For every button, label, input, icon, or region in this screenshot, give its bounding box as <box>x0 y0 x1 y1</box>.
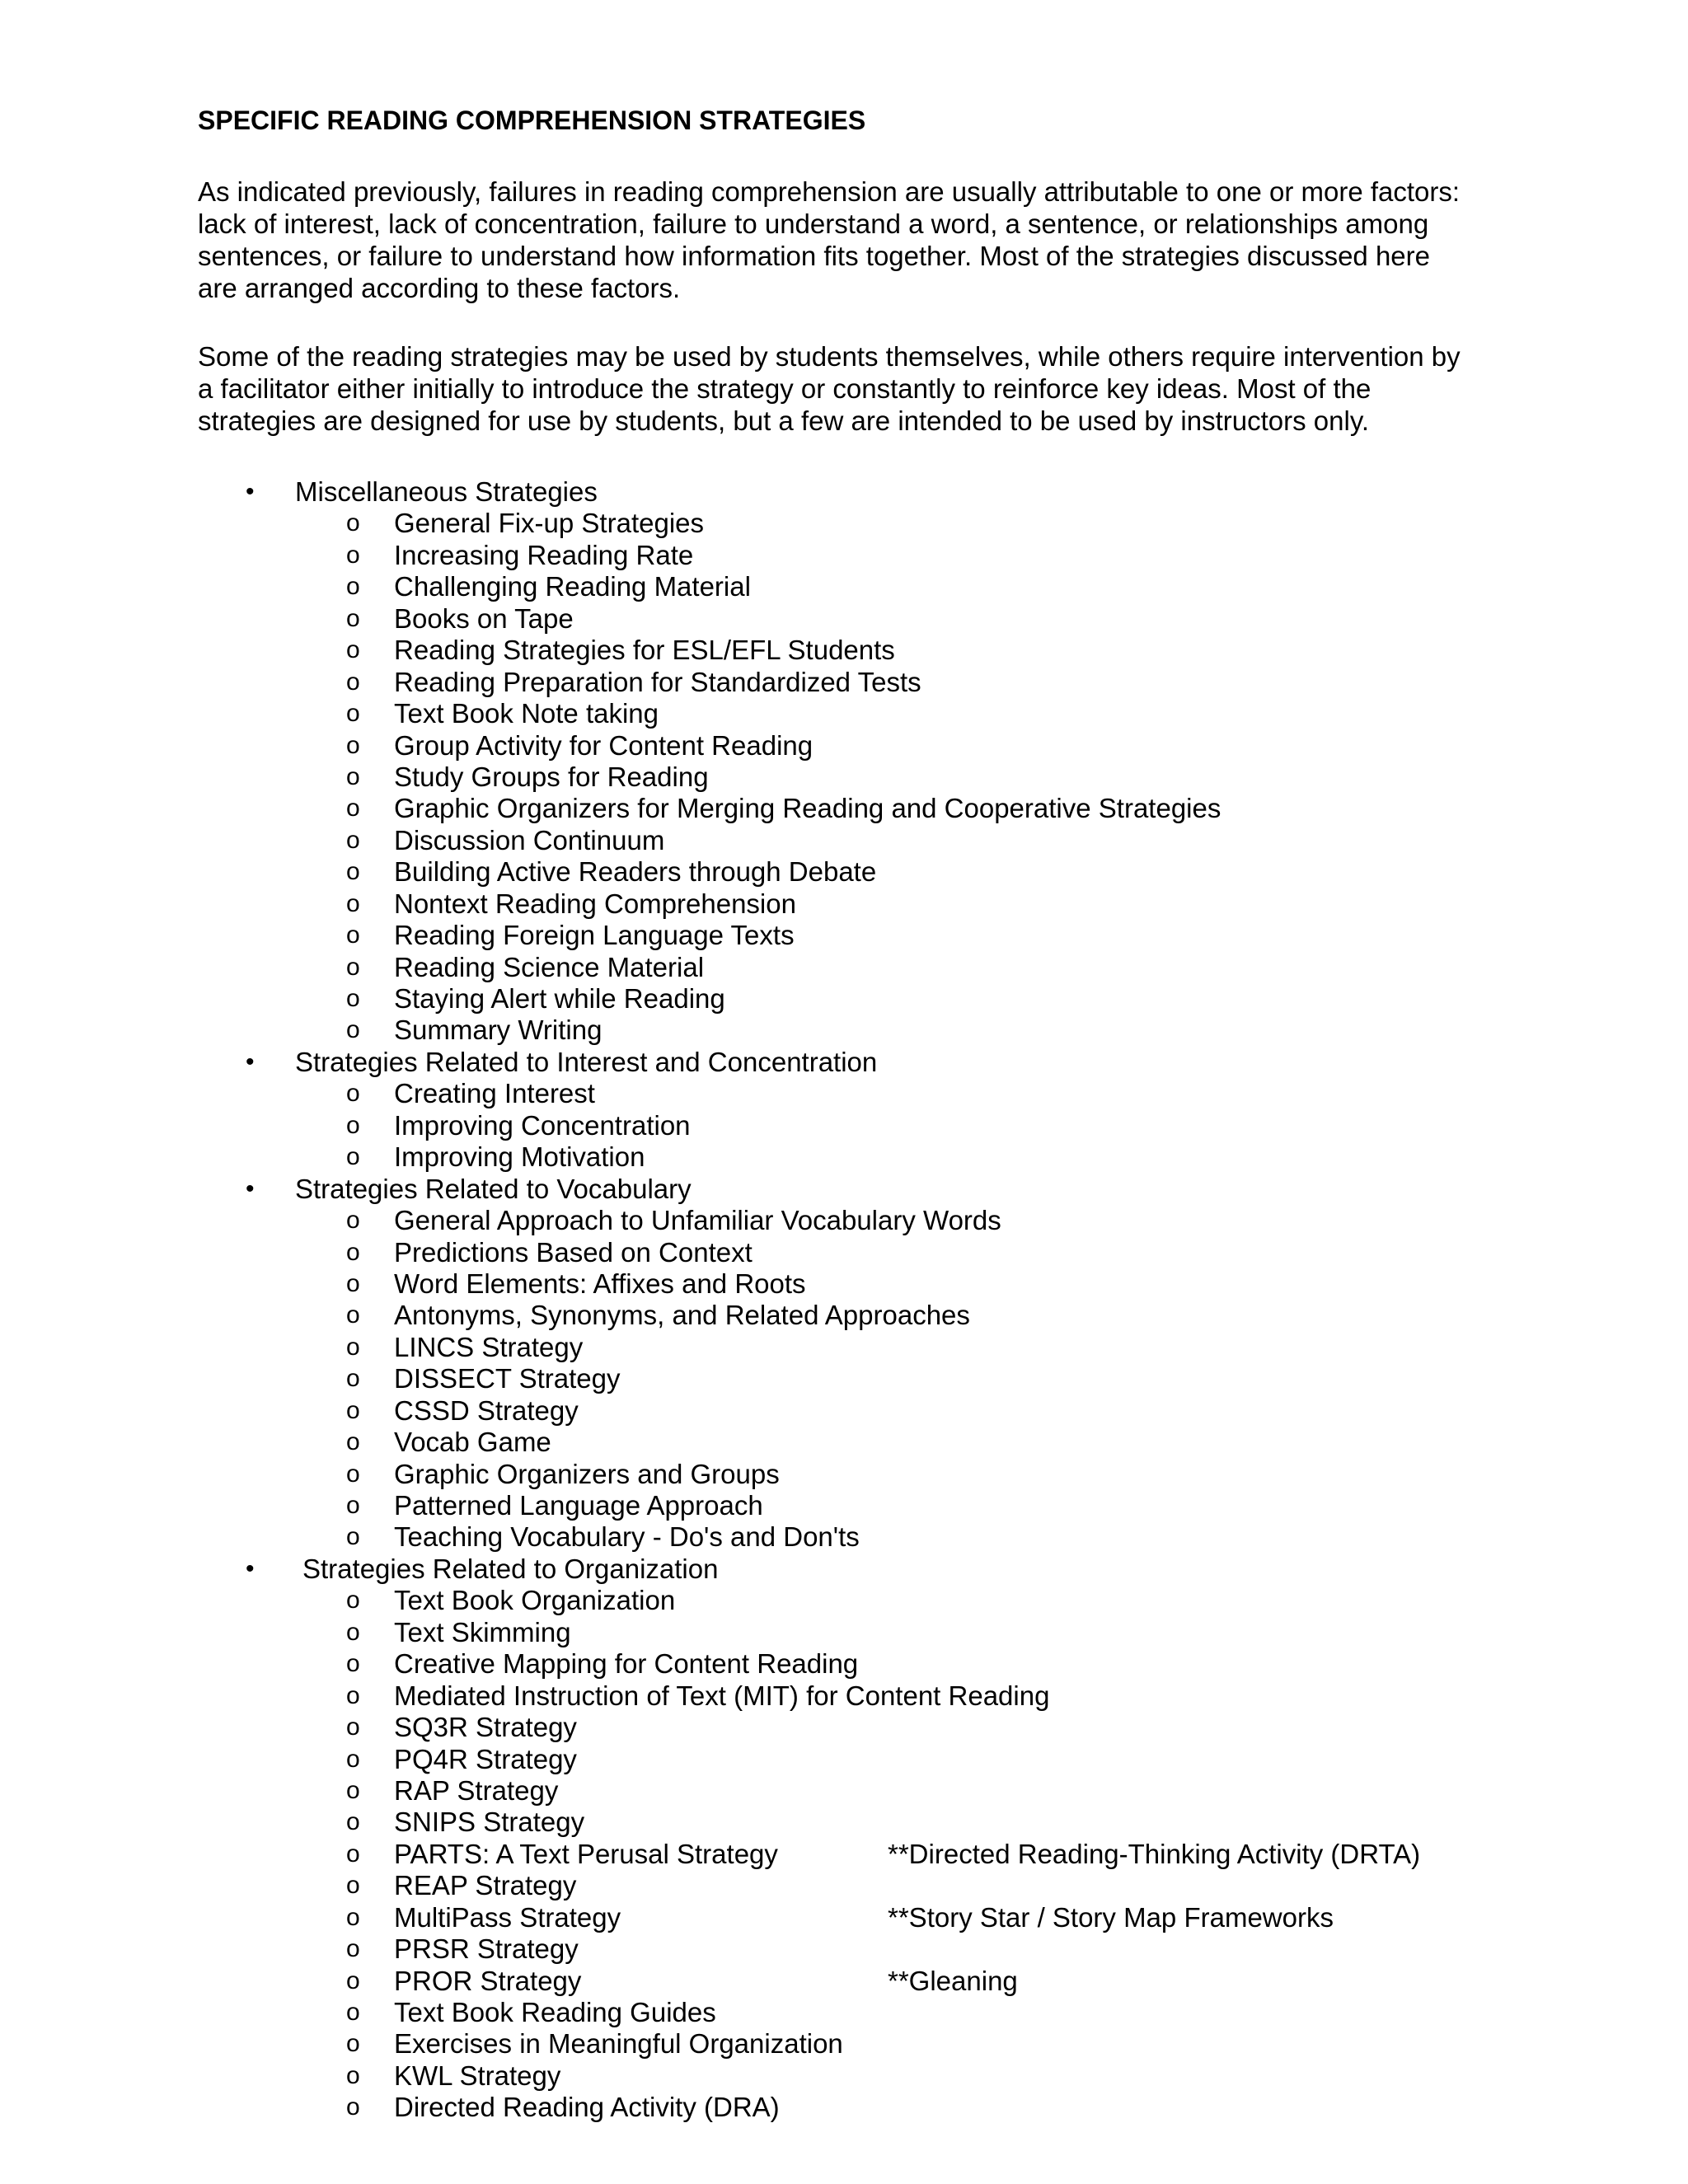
list-item-label: Building Active Readers through Debate <box>394 856 877 888</box>
circle-bullet-icon: o <box>346 604 360 632</box>
bullet-icon: • <box>246 1047 255 1076</box>
section-heading: Strategies Related to Vocabulary <box>295 1173 692 1204</box>
circle-bullet-icon: o <box>346 1618 360 1646</box>
paragraph-line: As indicated previously, failures in reading comprehension are usually attributable to one or more factors: <box>198 176 1461 207</box>
circle-bullet-icon: o <box>346 1111 360 1139</box>
circle-bullet-icon: o <box>346 1681 360 1709</box>
list-item-label: Nontext Reading Comprehension <box>394 888 796 919</box>
list-item-label: Patterned Language Approach <box>394 1490 763 1521</box>
list-item-label: Reading Science Material <box>394 951 705 982</box>
list-item-label: Creating Interest <box>394 1078 595 1109</box>
list-item <box>0 1205 1688 1236</box>
circle-bullet-icon: o <box>346 1713 360 1741</box>
side-note: **Gleaning <box>888 1965 1018 1996</box>
list-item <box>0 1395 1688 1427</box>
list-item <box>0 603 1688 635</box>
list-item-label: Creative Mapping for Content Reading <box>394 1648 859 1680</box>
circle-bullet-icon: o <box>346 636 360 664</box>
circle-bullet-icon: o <box>346 541 360 569</box>
list-item <box>0 730 1688 762</box>
list-item <box>0 1585 1688 1616</box>
list-item <box>0 1110 1688 1141</box>
list-item <box>0 1744 1688 1775</box>
list-item-label: General Approach to Unfamiliar Vocabulary Words <box>394 1205 1001 1236</box>
circle-bullet-icon: o <box>346 985 360 1012</box>
list-item-label: Text Skimming <box>394 1616 571 1647</box>
circle-bullet-icon: o <box>346 1999 360 2026</box>
list-item-label: Improving Motivation <box>394 1141 645 1173</box>
list-item <box>0 1459 1688 1490</box>
circle-bullet-icon: o <box>346 1365 360 1393</box>
list-item <box>0 1839 1688 1870</box>
list-item-label: Mediated Instruction of Text (MIT) for Content Reading <box>394 1680 1050 1711</box>
circle-bullet-icon: o <box>346 2061 360 2089</box>
list-item-label: Teaching Vocabulary - Do's and Don'ts <box>394 1521 860 1553</box>
circle-bullet-icon: o <box>346 1586 360 1615</box>
list-item-label: Predictions Based on Context <box>394 1236 753 1268</box>
list-item <box>0 1870 1688 1901</box>
section-heading: Strategies Related to Interest and Concentration <box>295 1046 878 1077</box>
circle-bullet-icon: o <box>346 1143 360 1171</box>
circle-bullet-icon: o <box>346 1460 360 1488</box>
list-item <box>0 1997 1688 2028</box>
list-item-label: Antonyms, Synonyms, and Related Approaches <box>394 1300 970 1331</box>
list-item <box>0 825 1688 856</box>
circle-bullet-icon: o <box>346 1492 360 1519</box>
bullet-icon: • <box>246 1554 255 1582</box>
circle-bullet-icon: o <box>346 1333 360 1361</box>
list-item <box>0 1300 1688 1331</box>
list-item <box>0 1712 1688 1743</box>
list-item-label: Word Elements: Affixes and Roots <box>394 1268 806 1299</box>
list-item <box>0 983 1688 1015</box>
paragraph-line: sentences, or failure to understand how information fits together. Most of the strategies discussed here <box>198 241 1430 271</box>
circle-bullet-icon: o <box>346 953 360 981</box>
list-item-label: General Fix-up Strategies <box>394 508 705 539</box>
circle-bullet-icon: o <box>346 1650 360 1678</box>
list-item <box>0 571 1688 602</box>
circle-bullet-icon: o <box>346 1745 360 1773</box>
circle-bullet-icon: o <box>346 509 360 537</box>
list-item <box>0 1933 1688 1965</box>
list-item <box>0 1680 1688 1712</box>
list-item-label: PQ4R Strategy <box>394 1743 577 1774</box>
list-item <box>0 1237 1688 1268</box>
list-item <box>0 1427 1688 1458</box>
list-item-label: Exercises in Meaningful Organization <box>394 2028 843 2060</box>
list-item-label: RAP Strategy <box>394 1774 559 1806</box>
list-item <box>0 952 1688 983</box>
document-title: SPECIFIC READING COMPREHENSION STRATEGIES <box>198 105 866 135</box>
list-item <box>0 540 1688 571</box>
list-item-label: Reading Strategies for ESL/EFL Students <box>394 635 895 666</box>
paragraph-line: strategies are designed for use by students, but a few are intended to be used by instructors only. <box>198 405 1370 436</box>
list-item-label: Challenging Reading Material <box>394 571 751 602</box>
intro-paragraph <box>198 176 1484 304</box>
list-item <box>0 1490 1688 1521</box>
list-item <box>0 1648 1688 1680</box>
circle-bullet-icon: o <box>346 2093 360 2121</box>
list-item-label: Text Book Reading Guides <box>394 1997 716 2027</box>
circle-bullet-icon: o <box>346 1840 360 1868</box>
circle-bullet-icon: o <box>346 1872 360 1900</box>
list-item-label: Group Activity for Content Reading <box>394 729 814 761</box>
circle-bullet-icon: o <box>346 2030 360 2058</box>
list-item <box>0 793 1688 824</box>
circle-bullet-icon: o <box>346 1207 360 1235</box>
list-item <box>0 1268 1688 1300</box>
list-item <box>0 698 1688 729</box>
list-item-label: PROR Strategy <box>394 1965 582 1996</box>
circle-bullet-icon: o <box>346 700 360 728</box>
list-item-label: PRSR Strategy <box>394 1933 579 1965</box>
circle-bullet-icon: o <box>346 1016 360 1044</box>
list-item <box>0 1141 1688 1173</box>
list-item-label: Improving Concentration <box>394 1109 691 1141</box>
section-heading: Miscellaneous Strategies <box>295 476 598 507</box>
list-item <box>0 1807 1688 1838</box>
usage-paragraph <box>198 340 1484 437</box>
list-item <box>0 1332 1688 1363</box>
side-note: **Directed Reading-Thinking Activity (DRTA) <box>888 1838 1421 1869</box>
paragraph-line: Some of the reading strategies may be used by students themselves, while others require intervention by <box>198 341 1461 372</box>
circle-bullet-icon: o <box>346 1396 360 1424</box>
list-item-label: Reading Preparation for Standardized Tests <box>394 666 921 697</box>
circle-bullet-icon: o <box>346 1966 360 1994</box>
section-heading-row <box>0 1047 1688 1078</box>
list-item-label: CSSD Strategy <box>394 1394 579 1426</box>
section-heading: Strategies Related to Organization <box>302 1553 719 1584</box>
list-item <box>0 920 1688 951</box>
circle-bullet-icon: o <box>346 858 360 886</box>
circle-bullet-icon: o <box>346 1776 360 1804</box>
list-item <box>0 1902 1688 1933</box>
list-item-label: SNIPS Strategy <box>394 1807 585 1838</box>
list-item-label: PARTS: A Text Perusal Strategy <box>394 1838 778 1869</box>
list-item <box>0 667 1688 698</box>
list-item-label: Study Groups for Reading <box>394 761 709 792</box>
list-item <box>0 2092 1688 2123</box>
paragraph-line: are arranged according to these factors. <box>198 273 681 303</box>
circle-bullet-icon: o <box>346 1269 360 1297</box>
list-item-label: Reading Foreign Language Texts <box>394 920 795 951</box>
list-item-label: Directed Reading Activity (DRA) <box>394 2092 780 2123</box>
list-item-label: Text Book Organization <box>394 1585 676 1616</box>
circle-bullet-icon: o <box>346 826 360 854</box>
list-item-label: Text Book Note taking <box>394 698 659 729</box>
list-item <box>0 1775 1688 1807</box>
list-item-label: LINCS Strategy <box>394 1331 584 1362</box>
strategy-outline <box>0 476 1688 2124</box>
circle-bullet-icon: o <box>346 1080 360 1108</box>
list-item <box>0 1078 1688 1109</box>
list-item <box>0 888 1688 920</box>
list-item <box>0 1966 1688 1997</box>
section-heading-row <box>0 1554 1688 1585</box>
list-item <box>0 856 1688 888</box>
bullet-icon: • <box>246 478 255 505</box>
list-item <box>0 508 1688 539</box>
circle-bullet-icon: o <box>346 794 360 823</box>
list-item-label: Increasing Reading Rate <box>394 539 694 570</box>
section-heading-row <box>0 476 1688 508</box>
list-item-label: Books on Tape <box>394 602 574 634</box>
side-note: **Story Star / Story Map Frameworks <box>888 1901 1334 1933</box>
list-item <box>0 1521 1688 1553</box>
section-heading-row <box>0 1174 1688 1205</box>
list-item <box>0 2028 1688 2060</box>
paragraph-line: a facilitator either initially to introduce the strategy or constantly to reinforce key ideas. Most of the <box>198 373 1372 404</box>
circle-bullet-icon: o <box>346 1808 360 1836</box>
list-item <box>0 1015 1688 1046</box>
list-item <box>0 635 1688 666</box>
circle-bullet-icon: o <box>346 1301 360 1329</box>
list-item-label: Vocab Game <box>394 1427 551 1458</box>
circle-bullet-icon: o <box>346 1903 360 1931</box>
circle-bullet-icon: o <box>346 573 360 601</box>
list-item-label: DISSECT Strategy <box>394 1363 621 1394</box>
list-item <box>0 2060 1688 2092</box>
list-item <box>0 762 1688 793</box>
list-item-label: Summary Writing <box>394 1015 603 1046</box>
paragraph-line: lack of interest, lack of concentration, failure to understand a word, a sentence, or relationships among <box>198 209 1429 239</box>
circle-bullet-icon: o <box>346 1523 360 1551</box>
list-item-label: Graphic Organizers for Merging Reading and Cooperative Strategies <box>394 793 1221 824</box>
list-item <box>0 1363 1688 1394</box>
list-item-label: MultiPass Strategy <box>394 1901 621 1933</box>
list-item-label: Staying Alert while Reading <box>394 983 725 1014</box>
list-item-label: Discussion Continuum <box>394 824 665 855</box>
bullet-icon: • <box>246 1174 255 1202</box>
circle-bullet-icon: o <box>346 1428 360 1456</box>
list-item <box>0 1617 1688 1648</box>
circle-bullet-icon: o <box>346 668 360 696</box>
list-item-label: SQ3R Strategy <box>394 1712 577 1743</box>
circle-bullet-icon: o <box>346 762 360 790</box>
list-item-label: Graphic Organizers and Groups <box>394 1458 780 1489</box>
circle-bullet-icon: o <box>346 731 360 759</box>
list-item-label: REAP Strategy <box>394 1870 577 1901</box>
circle-bullet-icon: o <box>346 1935 360 1963</box>
circle-bullet-icon: o <box>346 889 360 917</box>
list-item-label: KWL Strategy <box>394 2060 561 2091</box>
circle-bullet-icon: o <box>346 921 360 949</box>
circle-bullet-icon: o <box>346 1238 360 1266</box>
